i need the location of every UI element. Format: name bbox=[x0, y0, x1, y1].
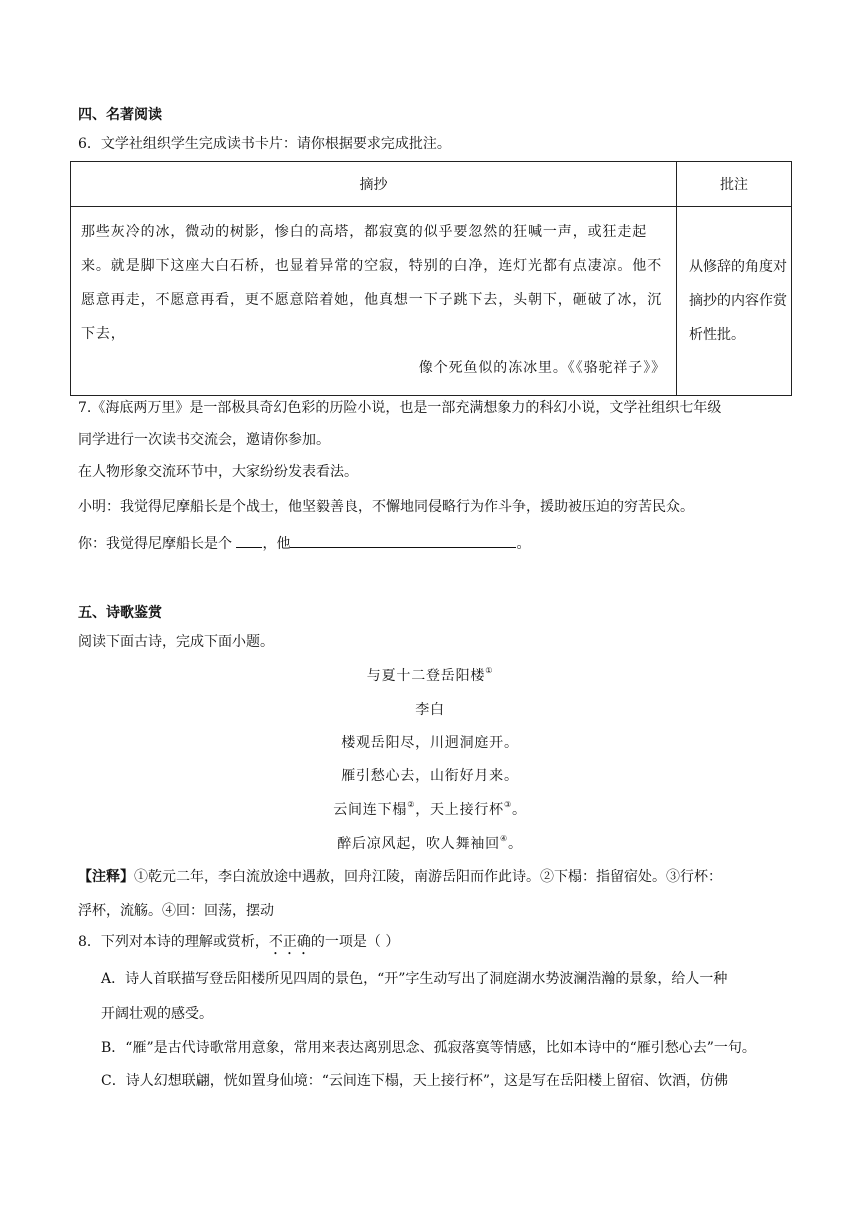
answer-end: 。 bbox=[516, 536, 531, 552]
emphasis-text: 不正确 bbox=[268, 934, 311, 950]
option-a-line-1[interactable]: A．诗人首联描写登岳阳楼所见四周的景色，“开”字生动写出了洞庭湖水势波澜浩瀚的景象，给人一种 bbox=[101, 971, 728, 987]
poem-notes-line-1: 【注释】①乾元二年，李白流放途中遇赦，回舟江陵，南游岳阳而作此诗。②下榻：指留宿处。③行杯： bbox=[78, 869, 722, 885]
poem-author: 李白 bbox=[415, 702, 445, 718]
annotation-cell[interactable]: 从修辞的角度对摘抄的内容作赏析性批。 bbox=[677, 207, 792, 396]
poem-intro: 阅读下面古诗，完成下面小题。 bbox=[78, 634, 274, 650]
question-6: 6．文学社组织学生完成读书卡片：请你根据要求完成批注。 bbox=[78, 136, 451, 152]
excerpt-source-line: 像个死鱼似的冻冰里。《《骆驼祥子》》 bbox=[418, 360, 666, 376]
poem-line-3: 云间连下榻②，天上接行杯③。 bbox=[333, 800, 527, 818]
question-7-line-4: 小明：我觉得尼摩船长是个战士，他坚毅善良，不懈地同侵略行为作斗争，援助被压迫的穷苦民众。 bbox=[78, 499, 694, 515]
option-b[interactable]: B．“雁”是古代诗歌常用意象，常用来表达离别思念、孤寂落寞等情感，比如本诗中的“雁引愁心去”一句。 bbox=[101, 1040, 756, 1056]
notes-label: 【注释】 bbox=[78, 869, 134, 885]
answer-blank-1[interactable] bbox=[236, 533, 262, 548]
poem-title: 与夏十二登岳阳楼① bbox=[366, 666, 494, 684]
answer-blank-2[interactable] bbox=[290, 533, 516, 548]
question-7-line-2: 同学进行一次读书交流会，邀请你参加。 bbox=[78, 432, 330, 448]
question-7-line-1: 7.《海底两万里》是一部极具奇幻色彩的历险小说，也是一部充满想象力的科幻小说，文学社组织七年级 bbox=[78, 400, 722, 416]
answer-middle: ，他 bbox=[262, 536, 291, 552]
footnote-mark: ③ bbox=[504, 800, 512, 809]
answer-prefix: 你：我觉得尼摩船长是个 bbox=[78, 536, 237, 552]
poem-line-1: 楼观岳阳尽，川迥洞庭开。 bbox=[341, 735, 519, 751]
excerpt-cell bbox=[71, 207, 677, 396]
section-4-heading: 四、名著阅读 bbox=[78, 107, 162, 123]
section-5-heading: 五、诗歌鉴赏 bbox=[78, 605, 162, 621]
poem-line-2: 雁引愁心去，山衔好月来。 bbox=[341, 768, 519, 784]
excerpt-header: 摘抄 bbox=[71, 162, 677, 207]
footnote-mark: ④ bbox=[500, 834, 508, 843]
question-8: 8．下列对本诗的理解或赏析，不正确的一项是（ ） bbox=[78, 934, 400, 950]
question-7-answer-line bbox=[78, 533, 530, 554]
footnote-mark: ② bbox=[407, 800, 416, 809]
question-7-line-3: 在人物形象交流环节中，大家纷纷发表看法。 bbox=[78, 464, 358, 480]
annotation-header: 批注 bbox=[677, 162, 792, 207]
option-c-line-1[interactable]: C．诗人幻想联翩，恍如置身仙境：“云间连下榻，天上接行杯”，这是写在岳阳楼上留宿、饮酒，仿佛 bbox=[101, 1073, 729, 1089]
poem-line-4: 醉后凉风起，吹人舞袖回④。 bbox=[337, 834, 523, 852]
option-a-line-2[interactable]: 开阔壮观的感受。 bbox=[101, 1006, 213, 1022]
footnote-mark: ① bbox=[485, 666, 494, 675]
reading-card-table bbox=[70, 161, 792, 396]
excerpt-text: 那些灰冷的冰，微动的树影，惨白的高塔，都寂寞的似乎要忽然的狂喊一声，或狂走起来。就是脚下这座大白石桥，也显着异常的空寂，特别的白净，连灯光都有点凄凉。他不愿意再走，不愿意再看，更不愿意陪着她，他真想一下子跳下去，头朝下，砸破了冰，沉下去， bbox=[81, 224, 663, 342]
poem-notes-line-2: 浮杯，流觞。④回：回荡，摆动 bbox=[78, 903, 274, 919]
